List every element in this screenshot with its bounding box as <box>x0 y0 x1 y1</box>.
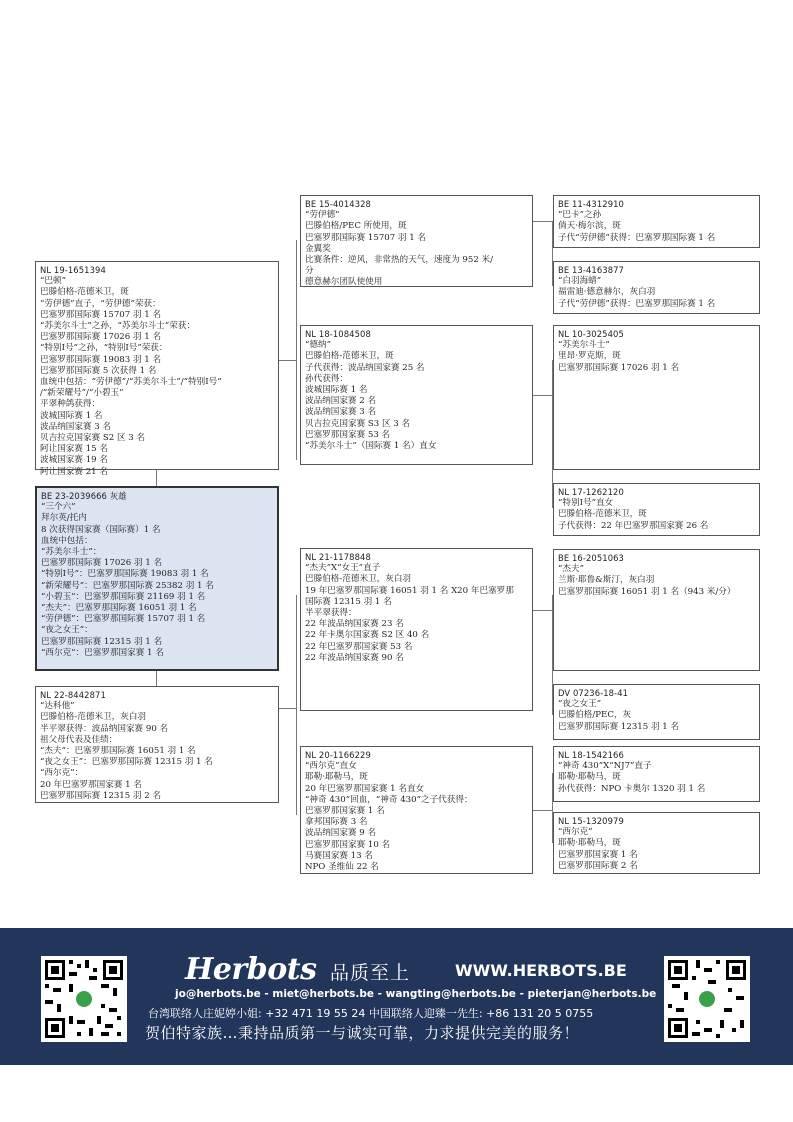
pedigree-line: “劳伊德”：巴塞罗那国际赛 15707 羽 1 名 <box>41 614 206 625</box>
ancestor-card-1 <box>553 195 760 248</box>
pedigree-line: 波品纳国家赛 2 名 <box>305 396 377 407</box>
connector-line <box>533 395 553 396</box>
pedigree-line: 22 年波品纳国家赛 23 名 <box>305 619 404 630</box>
pigeon-name: “巴卡”之孙 <box>558 210 602 221</box>
pedigree-line: 8 次获得国家赛（国际赛）1 名 <box>41 524 161 535</box>
connector-line <box>533 221 553 222</box>
pedigree-line: “苏美尔斗士”之孙，“苏美尔斗士”荣获： <box>40 321 196 332</box>
pedigree-line: 贝吉拉克国家赛 S2 区 3 名 <box>40 433 146 444</box>
pedigree-line: 半平翠获得：波品纳国家赛 90 名 <box>40 723 169 734</box>
pedigree-line: 巴塞罗那国际赛 15707 羽 1 名 <box>305 232 427 243</box>
contact-phones: 台湾联络人庄妮婷小姐: +32 471 19 55 24 中国联络人迎臻一先生: +86 131 20 5 0755 <box>148 1007 594 1020</box>
pedigree-line: 倘天·梅尔滨，斑 <box>558 221 621 232</box>
pedigree-line: 波品纳国家赛 9 名 <box>305 828 377 839</box>
pigeon-name: “巴顿” <box>40 276 66 287</box>
pedigree-line: 巴塞罗那国际赛 15707 羽 1 名 <box>40 309 162 320</box>
pigeon-name: “杰夫”X“女王”直子 <box>305 563 381 574</box>
pedigree-line: 波城国家赛 19 名 <box>40 455 108 466</box>
pedigree-line: 阿让国家赛 21 名 <box>40 466 108 477</box>
pedigree-line: 巴滕伯格-范德米卫，斑 <box>305 351 394 362</box>
dam-card <box>35 686 279 803</box>
pigeon-name: “夜之女王” <box>558 699 602 710</box>
pedigree-line: “特别Ⅰ号”之孙，“特别Ⅰ号”荣获： <box>40 343 168 354</box>
pedigree-line: “杰夫”：巴塞罗那国际赛 16051 羽 1 名 <box>40 746 196 757</box>
pigeon-name: “德纳” <box>305 340 331 351</box>
pedigree-line: 阿让国家赛 15 名 <box>40 444 108 455</box>
ancestor-card-5 <box>553 549 760 671</box>
pedigree-line: 波城国际赛 1 名 <box>305 385 368 396</box>
pedigree-line: “西尔克”： <box>40 768 84 779</box>
ancestor-card-4 <box>553 483 760 536</box>
connector-line <box>533 810 553 811</box>
wechat-icon <box>697 989 717 1009</box>
pedigree-line: 巴塞罗那国际赛 12315 羽 1 名 <box>558 721 680 732</box>
ancestor-card-7 <box>553 746 760 802</box>
pedigree-line: 巴滕伯格/PEC 所使用，斑 <box>305 221 407 232</box>
pedigree-line: 波品纳国家赛 3 名 <box>40 421 112 432</box>
slogan: 品质至上 <box>330 962 411 984</box>
pedigree-line: 巴塞罗那国家赛 1 名 <box>305 806 385 817</box>
ring-number: BE 13-4163877 <box>558 265 624 275</box>
connector-line <box>533 610 553 611</box>
pigeon-name: “三个六” <box>41 502 76 513</box>
pedigree-line: 兰斯·耶鲁&斯汀，灰白羽 <box>558 575 655 586</box>
pedigree-line: 血统中包括： <box>41 535 93 546</box>
pedigree-line: 半平翠获得： <box>305 608 357 619</box>
pigeon-name: “达科他” <box>40 701 75 712</box>
connector-line <box>279 708 297 709</box>
pedigree-line: 平翠种鸽获得： <box>40 399 101 410</box>
pedigree-line: 孙代获得：NPO 卡奥尔 1320 羽 1 名 <box>558 783 706 794</box>
pedigree-line: “特别Ⅰ号”：巴塞罗那国际赛 19083 羽 1 名 <box>41 569 209 580</box>
pedigree-line: 19 年巴塞罗那国际赛 16051 羽 1 名 X20 年巴塞罗那 <box>305 585 514 596</box>
grandsire-dam-card <box>300 548 533 711</box>
pedigree-line: 巴滕伯格/PEC，灰 <box>558 710 632 721</box>
pedigree-line: 巴滕伯格-范德米卫，斑 <box>40 287 129 298</box>
pedigree-line: 子代获得：22 年巴塞罗那国家赛 26 名 <box>558 520 709 531</box>
pedigree-line: “夜之女王”： <box>41 625 93 636</box>
pedigree-line: “神奇 430”回血，“神奇 430”之子代获得： <box>305 794 473 805</box>
website-link[interactable]: WWW.HERBOTS.BE <box>455 961 627 980</box>
ring-number: BE 16-2051063 <box>558 553 624 563</box>
pigeon-name: “西尔克”直女 <box>305 761 357 772</box>
pedigree-line: 波城国际赛 1 名 <box>40 410 103 421</box>
pedigree-line: 巴滕伯格-范德米卫，灰白羽 <box>40 712 147 723</box>
pedigree-line: “小碧玉”：巴塞罗那国际赛 21169 羽 1 名 <box>41 591 206 602</box>
ancestor-card-3 <box>553 325 760 470</box>
pigeon-name: “特别Ⅰ号”直女 <box>558 498 614 509</box>
pedigree-line: “杰夫”：巴塞罗那国际赛 16051 羽 1 名 <box>41 603 197 614</box>
brand-row <box>185 952 627 987</box>
connector-line <box>279 360 297 361</box>
pedigree-line: 22 年波品纳国家赛 90 名 <box>305 652 404 663</box>
herbots-logo: Herbots <box>185 952 317 987</box>
pedigree-line: 拿邦国际赛 3 名 <box>305 817 368 828</box>
pedigree-line: 巴塞罗那国际赛 5 次获得 1 名 <box>40 365 157 376</box>
grandsire-sire-card <box>300 195 533 287</box>
pedigree-line: 金翼奖 <box>305 243 331 254</box>
pedigree-line: 祖父母代表及佳绩： <box>40 734 118 745</box>
wechat-icon <box>74 989 94 1009</box>
pedigree-line: 20 年巴塞罗那国家赛 1 名 <box>40 779 142 790</box>
pedigree-line: “西尔克”：巴塞罗那国家赛 1 名 <box>41 647 164 658</box>
pigeon-name: “杰夫” <box>558 564 584 575</box>
ring-number: DV 07236-18-41 <box>558 688 629 698</box>
connector-line <box>296 240 297 460</box>
ring-number: NL 19-1651394 <box>40 265 106 275</box>
pigeon-name: “劳伊德” <box>305 210 340 221</box>
pedigree-line: “夜之女王”：巴塞罗那国际赛 12315 羽 1 名 <box>40 757 213 768</box>
pedigree-line: 子代获得：波品纳国家赛 25 名 <box>305 362 425 373</box>
pedigree-line: 巴塞罗那国家赛 10 名 <box>305 839 391 850</box>
pedigree-line: 巴塞罗那国际赛 12315 羽 1 名 <box>41 636 163 647</box>
pedigree-line: “新荣耀号”：巴塞罗那国际赛 25382 羽 1 名 <box>41 580 214 591</box>
pedigree-line: 贝吉拉克国家赛 S3 区 3 名 <box>305 418 411 429</box>
pigeon-name: “苏美尔斗士” <box>558 340 610 351</box>
ring-number: NL 15-1320979 <box>558 816 624 826</box>
connector-line <box>296 595 297 815</box>
pedigree-line: 巴塞罗那国家赛 53 名 <box>305 429 391 440</box>
pedigree-line: /“新荣耀号”/“小碧玉” <box>40 388 124 399</box>
pedigree-line: 德意赫尔团队使使用 <box>305 277 383 288</box>
pedigree-line: 巴塞罗那国际赛 12315 羽 2 名 <box>40 790 162 801</box>
ancestor-card-6 <box>553 684 760 740</box>
pedigree-line: 耶勒·耶勒马，斑 <box>305 772 368 783</box>
pedigree-line: 拜尔英/托内 <box>41 513 87 524</box>
pedigree-line: 巴滕伯格-范德米卫，斑 <box>558 509 647 520</box>
pedigree-line: 国际赛 12315 羽 1 名 <box>305 596 392 607</box>
pedigree-line: 20 年巴塞罗那国家赛 1 名直女 <box>305 783 425 794</box>
granddam-dam-card <box>300 746 533 874</box>
pedigree-line: 巴滕伯格-范德米卫，灰白羽 <box>305 574 412 585</box>
company-motto: 贺伯特家族…秉持品质第一与诚实可靠，力求提供完美的服务！ <box>145 1024 580 1042</box>
ring-number: NL 10-3025405 <box>558 329 624 339</box>
pedigree-line: 福雷迪·德意赫尔，灰白羽 <box>558 287 656 298</box>
ring-number: NL 20-1166229 <box>305 750 371 760</box>
ring-number: BE 11-4312910 <box>558 199 624 209</box>
ancestor-card-2 <box>553 261 760 314</box>
footer-banner <box>0 928 793 1065</box>
ring-number: BE 15-4014328 <box>305 199 371 209</box>
pedigree-line: 血统中包括：“劳伊德”/“苏美尔斗士”/“特别Ⅰ号” <box>40 377 222 388</box>
pedigree-line: 子代“劳伊德”获得：巴塞罗那国际赛 1 名 <box>558 232 716 243</box>
pedigree-line: 巴塞罗那国家赛 1 名 <box>558 849 638 860</box>
qr-code-left[interactable] <box>41 956 127 1042</box>
email-list[interactable]: jo@herbots.be - miet@herbots.be - wangting@herbots.be - pieterjan@herbots.be <box>175 988 657 1000</box>
pedigree-line: 巴塞罗那国际赛 17026 羽 1 名 <box>40 332 162 343</box>
connector-line <box>156 671 157 686</box>
ring-number: NL 17-1262120 <box>558 487 624 497</box>
pedigree-line: 巴塞罗那国际赛 2 名 <box>558 860 638 871</box>
ancestor-card-8 <box>553 812 760 874</box>
pedigree-line: NPO 圣维仙 22 名 <box>305 862 379 873</box>
pedigree-line: 耶勒·耶勒马，斑 <box>558 838 621 849</box>
ring-number: NL 21-1178848 <box>305 552 371 562</box>
sire-card <box>35 261 279 477</box>
pedigree-line: “劳伊德”直子，“劳伊德”荣获： <box>40 298 161 309</box>
pedigree-line: 22 年巴塞罗那国家赛 53 名 <box>305 641 413 652</box>
pedigree-line: 马赛国家赛 13 名 <box>305 850 373 861</box>
ring-number: BE 23-2039666 灰雄 <box>41 491 127 501</box>
pedigree-line: 巴塞罗那国际赛 17026 羽 1 名 <box>558 362 680 373</box>
pedigree-line: 里昂·罗克斯，斑 <box>558 351 621 362</box>
qr-code-right[interactable] <box>664 956 750 1042</box>
pedigree-line: “苏美尔斗士”（国际赛 1 名）直女 <box>305 441 437 452</box>
pigeon-name: “西尔克” <box>558 827 593 838</box>
pedigree-line: 巴塞罗那国际赛 19083 羽 1 名 <box>40 354 162 365</box>
ring-number: NL 18-1542166 <box>558 750 624 760</box>
pigeon-name: “白羽海蜻” <box>558 276 602 287</box>
pedigree-line: “苏美尔斗士”： <box>41 547 102 558</box>
pedigree-line: 巴塞罗那国际赛 16051 羽 1 名（943 米/分） <box>558 586 736 597</box>
pedigree-line: 波品纳国家赛 3 名 <box>305 407 377 418</box>
pedigree-line: 22 年卡奥尔国家赛 S2 区 40 名 <box>305 630 430 641</box>
pedigree-line: 子代“劳伊德”获得：巴塞罗那国际赛 1 名 <box>558 298 716 309</box>
ring-number: NL 18-1084508 <box>305 329 371 339</box>
ring-number: NL 22-8442871 <box>40 690 106 700</box>
pedigree-line: 分 <box>305 266 314 277</box>
pedigree-line: 巴塞罗那国际赛 17026 羽 1 名 <box>41 558 163 569</box>
granddam-sire-card <box>300 325 533 465</box>
pigeon-name: “神奇 430”X“NJ7”直子 <box>558 761 652 772</box>
pedigree-line: 孙代获得： <box>305 373 348 384</box>
pigeon-main-card <box>35 486 279 671</box>
pedigree-line: 比赛条件：逆风，非常热的天气，速度为 952 米/ <box>305 255 494 266</box>
pedigree-line: 耶勒·耶勒马，斑 <box>558 772 621 783</box>
